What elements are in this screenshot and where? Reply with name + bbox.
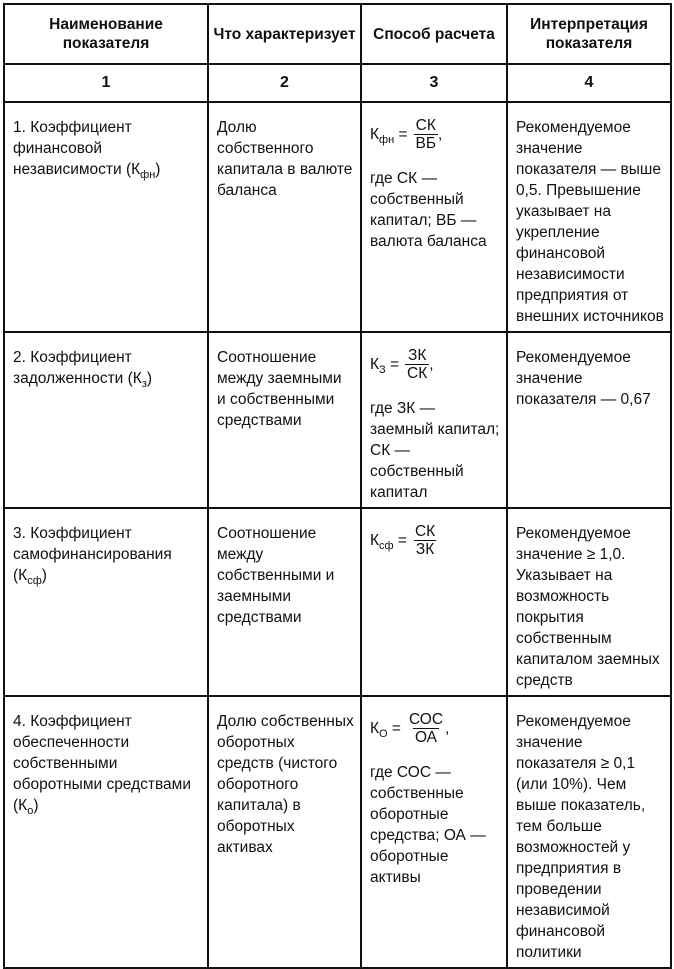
indicator-subscript: о [27,805,34,817]
formula-symbol: К [370,355,380,373]
what-text: Соотношение между собственными и заемными средствами [217,525,335,626]
formula-explanation: где СК — собственный капитал; ВБ — валюта баланса [370,170,487,250]
column-number: 3 [361,64,507,102]
indicator-name-cell [4,696,208,968]
formula-subscript: О [379,727,388,740]
interpretation-cell [507,508,671,696]
formula-symbol: К [370,719,380,737]
fraction-denominator: СК [407,365,428,382]
column-number: 4 [507,64,671,102]
what-cell [208,102,361,332]
formula-symbol: К [370,531,380,549]
column-number-row [4,64,671,102]
formula-subscript: сф [379,539,394,552]
formula-tail: , [445,719,450,737]
fraction-numerator: СК [415,117,436,134]
interpretation-text: Рекомендуемое значение показателя — 0,67 [516,349,651,408]
interpretation-cell [507,696,671,968]
fraction-denominator: ОА [414,729,438,746]
formula-subscript: З [379,363,386,376]
method-cell [361,102,507,332]
table-header-row [4,4,671,64]
interpretation-cell [507,102,671,332]
method-cell [361,332,507,508]
fraction [405,347,429,382]
column-number: 1 [4,64,208,102]
column-number: 2 [208,64,361,102]
indicator-name: 1. Коэффициент финансовой независимости (К [13,119,141,178]
formula-tail: , [429,355,434,373]
method-cell [361,508,507,696]
formula-symbol: К [370,125,380,143]
indicators-table [3,3,672,969]
formula-subscript: фн [379,133,395,146]
indicator-name-cell [4,332,208,508]
indicator-name-end: ) [41,567,47,584]
formula: $К_З$ = $\frac{ЗК}{СК}$ , [370,347,434,382]
table-row [4,508,671,696]
formula: $К_{сф}$ = $\frac{СК}{ЗК}$ [370,523,436,558]
indicator-name-cell [4,102,208,332]
header-what: Что характеризует [208,4,361,64]
indicator-name: 3. Коэффициент самофинансирования (К [13,525,172,584]
header-interpretation: Интерпретация показателя [507,4,671,64]
interpretation-text: Рекомендуемое значение показателя — выше 0,5. Превышение указывает на укрепление финансовой независимости предприятия от внешних источников [516,119,664,325]
indicator-name-end: ) [33,797,39,814]
fraction-numerator: ЗК [407,347,427,364]
fraction-numerator: СОС [408,711,444,728]
formula-tail: , [438,125,443,143]
interpretation-text: Рекомендуемое значение показателя ≥ 0,1 (или 10%). Чем выше показатель, тем больше возможностей у предприятия в проведении независимой финансовой политики [516,713,646,961]
formula: $К_{фн}$ = $\frac{СК}{ВБ}$ , [370,117,443,152]
what-text: Долю собственного капитала в валюте баланса [217,119,353,199]
fraction [414,117,439,152]
formula-explanation: где ЗК — заемный капитал; СК — собственный капитал [370,400,500,501]
fraction-denominator: ЗК [415,541,435,558]
table-row [4,102,671,332]
what-text: Долю собственных оборотных средств (чистого оборотного капитала) в оборотных активах [217,713,354,856]
what-cell [208,696,361,968]
indicator-subscript: фн [140,169,156,181]
method-cell [361,696,507,968]
what-cell [208,332,361,508]
header-method: Способ расчета [361,4,507,64]
indicator-name-cell [4,508,208,696]
indicator-subscript: сф [27,575,42,587]
indicator-name-end: ) [146,370,153,387]
interpretation-cell [507,332,671,508]
interpretation-text: Рекомендуемое значение ≥ 1,0. Указывает на возможность покрытия собственным капиталом заемных средств [516,525,660,689]
fraction-numerator: СК [414,523,436,540]
indicator-subscript: з [141,378,147,390]
formula: $К_О$ = $\frac{\text{СОС}}{ОА}$ , [370,711,450,746]
what-text: Соотношение между заемными и собственными средствами [217,349,342,429]
indicator-name: 4. Коэффициент обеспеченности собственными оборотными средствами (К [13,713,191,814]
header-name: Наименование показателя [4,4,208,64]
table-row [4,696,671,968]
table-row [4,332,671,508]
fraction [407,711,445,746]
indicator-name-end: ) [155,161,161,178]
what-cell [208,508,361,696]
fraction-denominator: ВБ [415,135,437,152]
fraction [413,523,437,558]
formula-explanation: где СОС — собственные оборотные средства; ОА — оборотные активы [370,764,486,886]
indicator-name: 2. Коэффициент задолженности (К [13,349,142,387]
